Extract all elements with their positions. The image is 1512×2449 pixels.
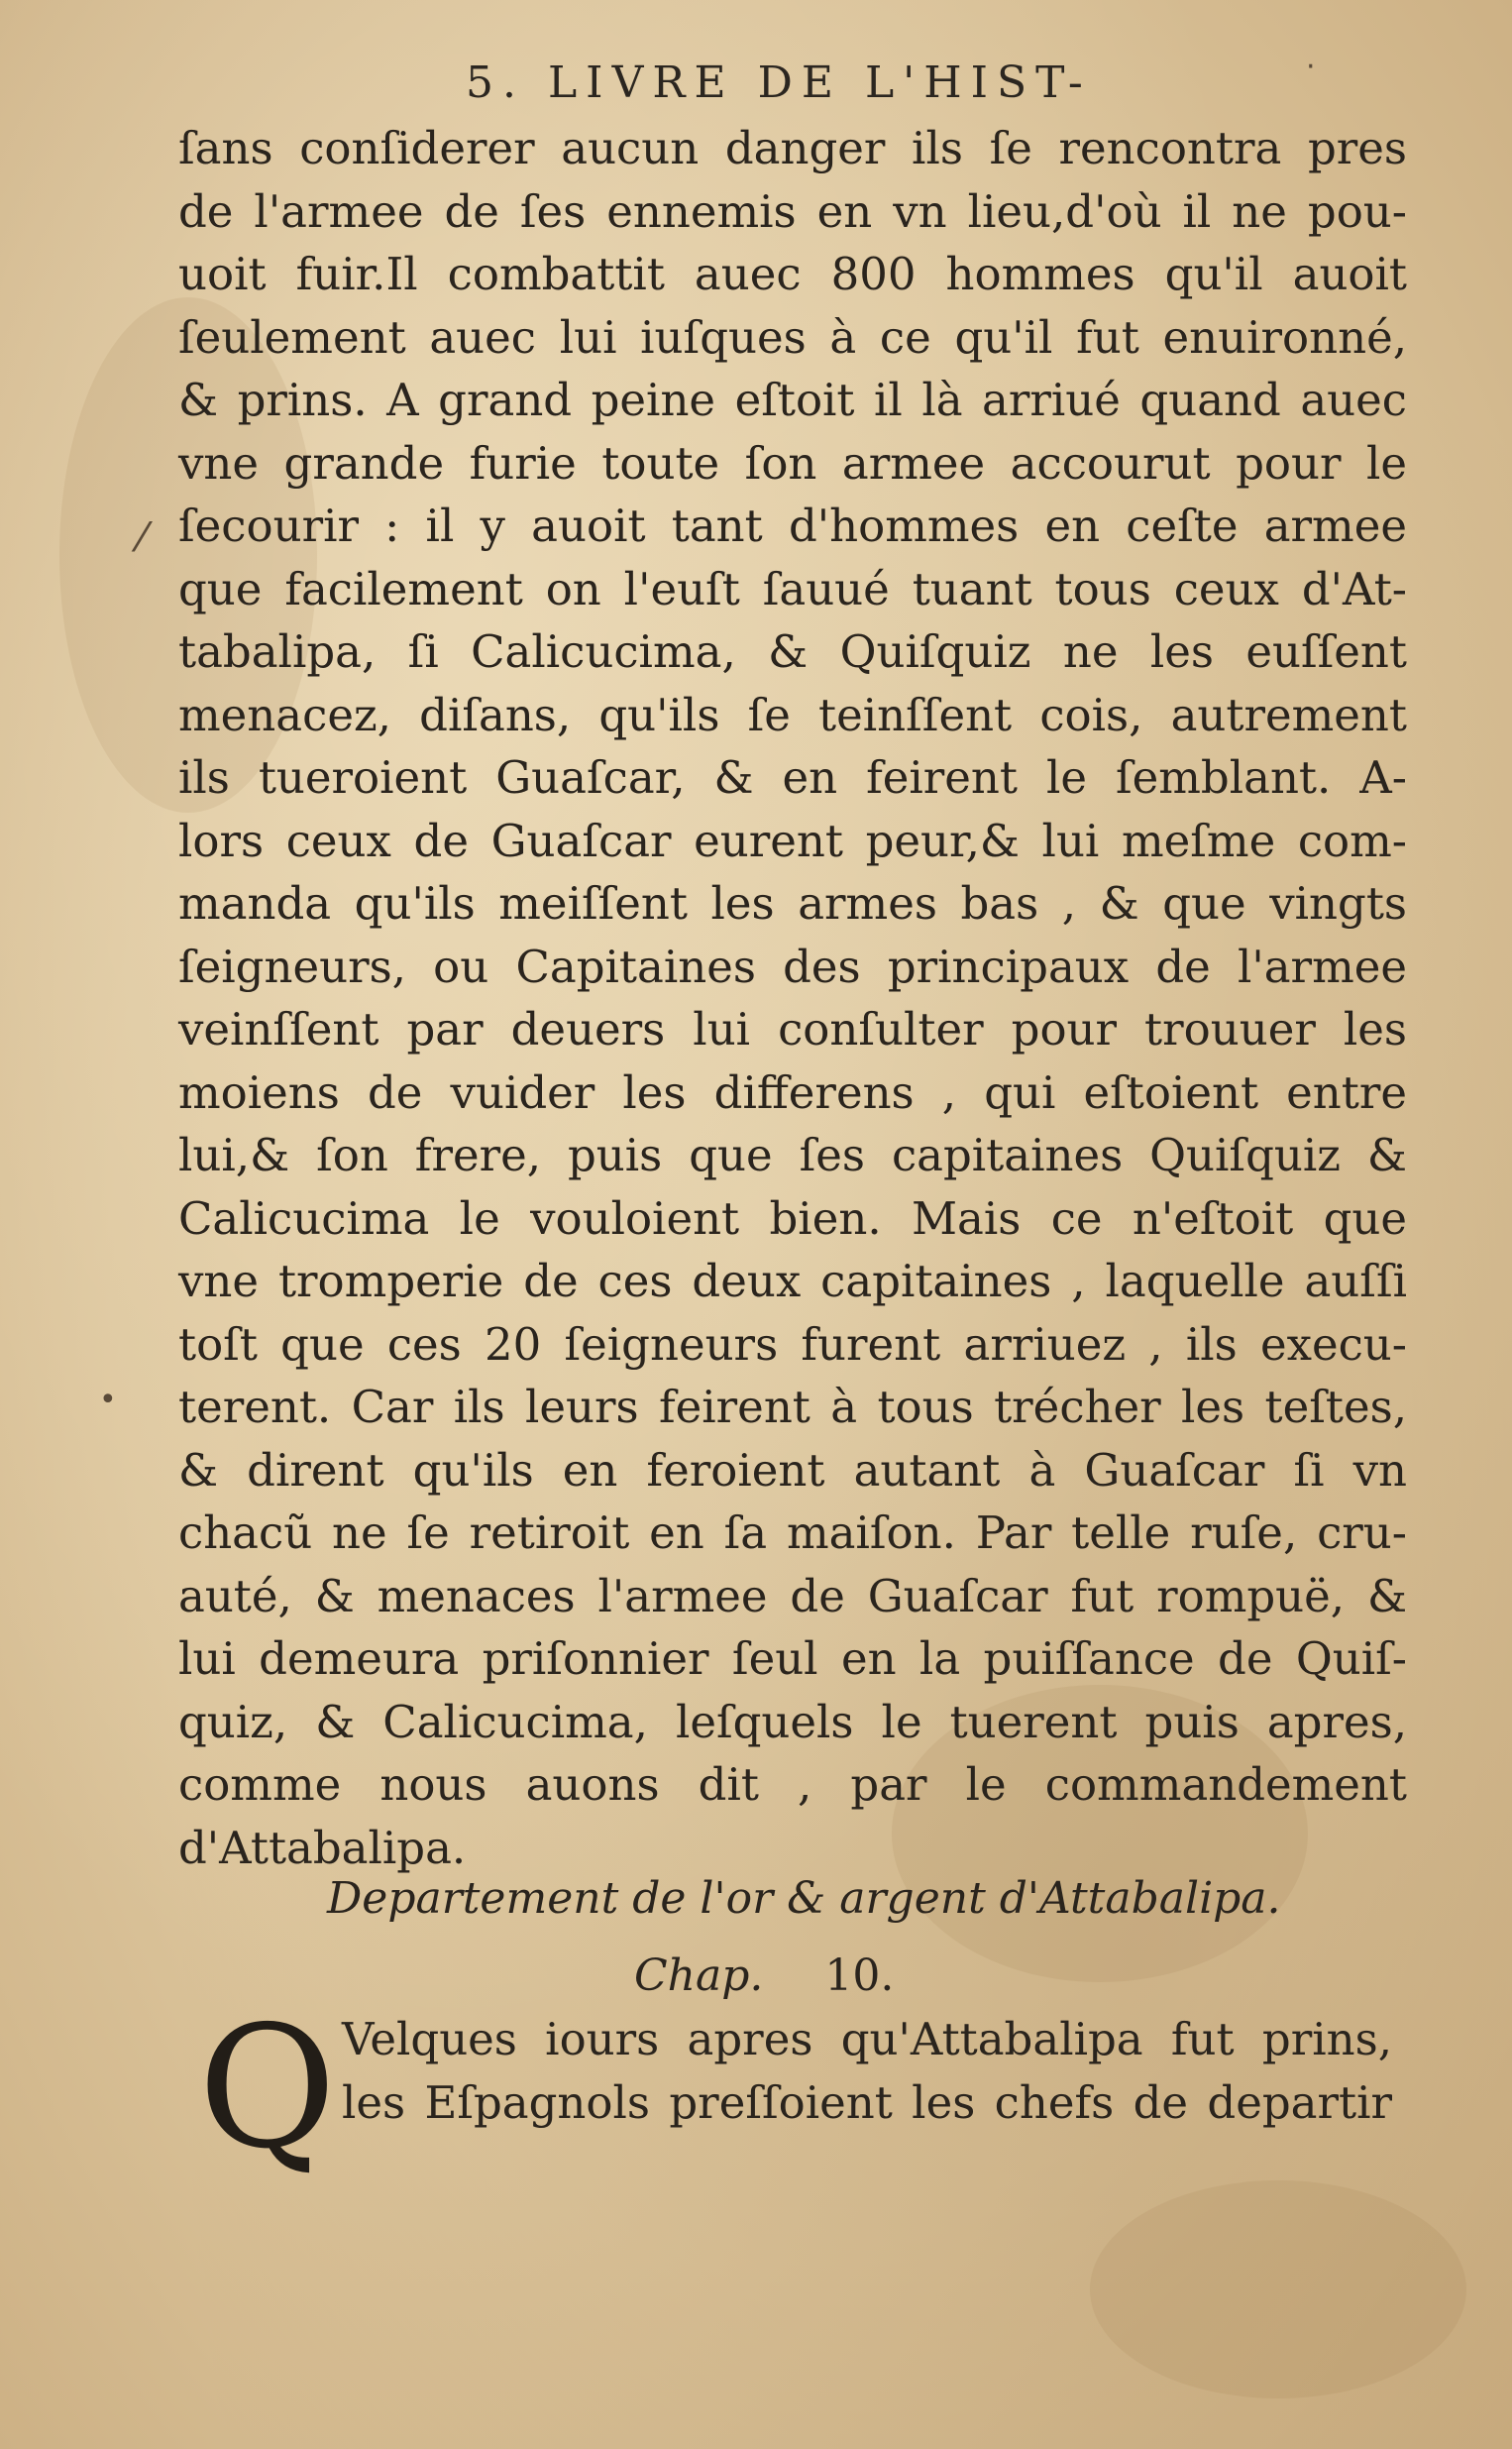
text-line: terent. Car ils leurs feirent à tous trécher les teſtes, <box>178 1381 1407 1433</box>
text-line: ſeulement auec lui iuſques à ce qu'il fut enuironné, <box>178 310 1407 364</box>
ink-mark: • <box>99 1383 117 1417</box>
text-line: d'Attabalipa. <box>178 1821 467 1874</box>
text-line: lui demeura priſonnier ſeul en la puiſſance de Quiſ- <box>178 1632 1407 1685</box>
ink-mark: ⁄ <box>139 515 146 561</box>
text-line: quiz, & Calicucima, leſquels le tuerent puis apres, <box>178 1695 1407 1748</box>
text-line: auté, & menaces l'armee de Guaſcar fut rompuë, & <box>178 1569 1407 1622</box>
text-line: & prins. A grand peine eſtoit il là arriué quand auec <box>178 374 1407 426</box>
text-line: que facilement on l'euſt ſauué tuant tous ceux d'At- <box>178 562 1407 615</box>
text-line: ſans conſiderer aucun danger ils ſe rencontra pres <box>178 122 1407 174</box>
text-line: vne tromperie de ces deux capitaines , laquelle auſſi <box>178 1255 1407 1307</box>
running-head: 5. LIVRE DE L'HIST- <box>466 57 1092 108</box>
text-line: moiens de vuider les differens , qui eſtoient entre <box>178 1065 1407 1119</box>
text-line: veinſſent par deuers lui conſulter pour trouuer les <box>178 1003 1407 1056</box>
text-line: les Eſpagnols preſſoient les chefs de departir <box>342 2075 1392 2129</box>
text-line: lors ceux de Guaſcar eurent peur,& lui meſme com- <box>178 814 1407 867</box>
chapter-opening-text <box>342 2008 1392 2134</box>
text-line: lui,& ſon frere, puis que ſes capitaines Quiſquiz & <box>178 1129 1407 1181</box>
text-line: Calicucima le vouloient bien. Mais ce n'eſtoit que <box>178 1191 1407 1245</box>
chapter-label: Chap. <box>634 1950 764 2001</box>
text-line: tabalipa, ſi Calicucima, & Quiſquiz ne les euſſent <box>178 625 1407 678</box>
paper-stain <box>1090 2180 1466 2398</box>
text-line: ils tueroient Guaſcar, & en feirent le ſemblant. A- <box>178 751 1407 804</box>
chapter-heading: Departement de l'or & argent d'Attabalipa. <box>327 1873 1281 1924</box>
text-line: toſt que ces 20 ſeigneurs furent arriuez , ils execu- <box>178 1317 1407 1371</box>
drop-cap: Q <box>198 1990 337 2186</box>
text-line: uoit fuir.Il combattit auec 800 hommes qu'il auoit <box>178 248 1407 300</box>
chapter-subheading <box>634 1950 1229 2001</box>
text-line: de l'armee de ſes ennemis en vn lieu,d'où il ne pou- <box>178 184 1407 238</box>
text-line: & dirent qu'ils en feroient autant à Guaſcar ſi vn <box>178 1443 1407 1497</box>
text-line: ſecourir : il y auoit tant d'hommes en ceſte armee <box>178 500 1407 552</box>
chapter-number: 10. <box>824 1950 895 2001</box>
text-line: chacũ ne ſe retiroit en ſa maiſon. Par telle ruſe, cru- <box>178 1506 1407 1559</box>
ink-mark: · <box>1306 50 1316 84</box>
text-line: ſeigneurs, ou Capitaines des principaux de l'armee <box>178 940 1407 993</box>
text-line: manda qu'ils meiſſent les armes bas , & que vingts <box>178 877 1407 930</box>
text-line: vne grande furie toute ſon armee accourut pour le <box>178 436 1407 490</box>
text-line: menacez, diſans, qu'ils ſe teinſſent cois, autrement <box>178 688 1407 741</box>
text-line: Velques iours apres qu'Attabalipa fut prins, <box>342 2013 1392 2065</box>
body-text <box>178 117 1407 1879</box>
text-line: comme nous auons dit , par le commandement <box>178 1758 1407 1811</box>
